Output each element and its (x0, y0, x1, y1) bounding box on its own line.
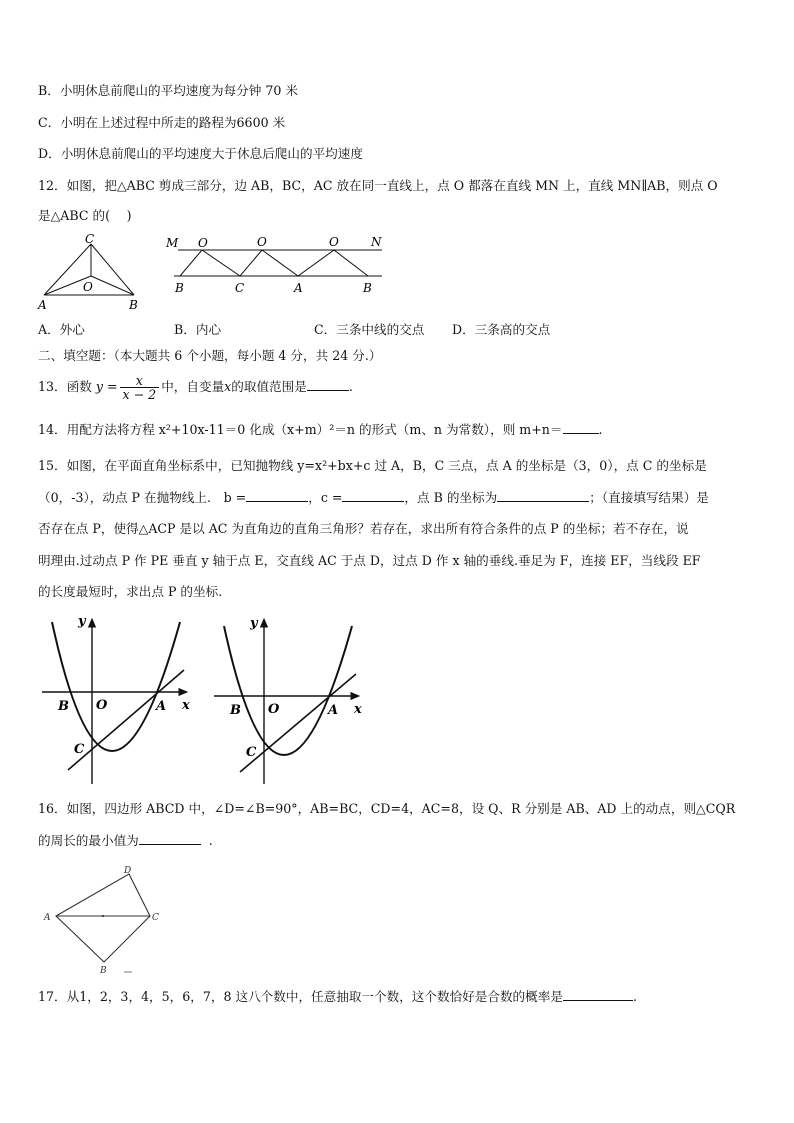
label-x: x (354, 702, 362, 717)
q13-mid: 中，自变量 (161, 379, 225, 394)
q15-point-b-blank[interactable] (497, 489, 589, 502)
q13-fraction (120, 374, 160, 401)
label-o: O (96, 698, 108, 713)
q15-line2 (38, 489, 764, 507)
q14-text: 14．用配方法将方程 x²+10x-11＝0 化成（x+m）²＝n 的形式（m、n 为常数），则 m+n＝ (38, 422, 563, 437)
q14-end: . (598, 422, 603, 437)
q17-end: . (632, 989, 637, 1004)
label-a: A (294, 281, 303, 295)
q11-option-c: C．小明在上述过程中所走的路程为6600 米 (38, 115, 286, 130)
label-b1: B (175, 281, 184, 295)
q15-b-blank[interactable] (246, 489, 308, 502)
q15-c-blank[interactable] (342, 489, 404, 502)
label-c: C (152, 913, 159, 923)
q12-options (38, 321, 764, 339)
label-c: C (235, 281, 245, 295)
q12-stem-line2: 是△ABC 的( ) (38, 208, 132, 223)
label-c: C (74, 742, 85, 757)
q17 (38, 988, 764, 1006)
q13-suffix: 的取值范围是 (231, 379, 307, 394)
q15-line4: 明理由.过动点 P 作 PE 垂直 y 轴于点 E，交直线 AC 于点 D，过点 D 作 x 轴的垂线.垂足为 F，连接 EF，当线段 EF (38, 553, 701, 568)
q15-line2b: ，c = (308, 490, 343, 505)
q13 (38, 372, 764, 402)
q13-answer-blank[interactable] (307, 378, 349, 391)
label-a: A (328, 703, 339, 718)
q12-option-a: A．外心 (38, 322, 85, 337)
q15-line2a: （0，-3），动点 P 在抛物线上. b = (38, 490, 247, 505)
label-m: M (166, 236, 179, 250)
q17-answer-blank[interactable] (563, 988, 633, 1001)
q15-graph-1 (38, 612, 198, 790)
label-c: C (246, 745, 257, 760)
q15-graph-2 (210, 612, 370, 790)
q14 (38, 421, 764, 439)
q13-end: . (348, 379, 353, 394)
label-a: A (156, 699, 167, 714)
label-y: y (250, 616, 258, 631)
q12-option-c: C．三条中线的交点 (314, 322, 425, 337)
label-b2: B (363, 281, 372, 295)
label-b: B (129, 298, 138, 312)
q16-line2b: . (208, 833, 213, 848)
q14-answer-blank[interactable] (563, 421, 599, 434)
label-y: y (78, 614, 86, 629)
label-o: O (83, 280, 93, 294)
q13-var: x (224, 379, 232, 394)
label-a: A (44, 913, 51, 923)
q13-numerator: x (120, 374, 160, 388)
label-o3: O (329, 235, 339, 249)
q15-line2d: ；（直接填写结果）是 (589, 490, 709, 505)
q15-line2c: ，点 B 的坐标为 (404, 490, 498, 505)
q16-line2a: 的周长的最小值为 (38, 833, 139, 848)
q13-y-eq: y = (95, 379, 118, 394)
label-o2: O (257, 235, 267, 249)
label-b: B (100, 966, 107, 976)
q12-triangle-figure (36, 232, 146, 312)
q13-prefix: 13．函数 (38, 379, 92, 394)
q11-option-b: B．小明休息前爬山的平均速度为每分钟 70 米 (38, 83, 298, 98)
label-x: x (182, 698, 190, 713)
label-d: D (124, 866, 132, 876)
label-b: B (58, 699, 69, 714)
q17-text: 17．从1，2，3，4，5，6，7，8 这八个数中，任意抽取一个数，这个数恰好是合数的概率是 (38, 989, 563, 1004)
q15-line1: 15．如图，在平面直角坐标系中，已知抛物线 y=x²+bx+c 过 A，B，C 三点，点 A 的坐标是（3，0），点 C 的坐标是 (38, 458, 707, 473)
q12-stem-line1: 12．如图，把△ABC 剪成三部分，边 AB，BC，AC 放在同一直线上，点 O 都落在直线 MN 上，直线 MN∥AB，则点 O (38, 178, 718, 193)
label-b: B (230, 703, 241, 718)
label-a: A (38, 298, 47, 312)
label-o: O (268, 702, 280, 717)
label-o1: O (198, 236, 208, 250)
section-2-header: 二、填空题：（本大题共 6 个小题，每小题 4 分，共 24 分.） (38, 348, 382, 363)
q15-line5: 的长度最短时，求出点 P 的坐标. (38, 584, 223, 599)
q11-option-d: D．小明休息前爬山的平均速度大于休息后爬山的平均速度 (38, 146, 363, 161)
q16-quadrilateral-figure (38, 860, 168, 978)
q12-zigzag-figure (164, 232, 390, 298)
q16-line2 (38, 832, 764, 850)
q12-option-d: D．三条高的交点 (452, 322, 551, 337)
q16-answer-blank[interactable] (139, 832, 201, 845)
label-n: N (371, 235, 382, 249)
q16-line1: 16．如图，四边形 ABCD 中，∠D=∠B=90°，AB=BC，CD=4，AC=8，设 Q、R 分别是 AB、AD 上的动点，则△CQR (38, 801, 736, 816)
label-c: C (85, 232, 95, 246)
q15-line3: 否存在点 P，使得△ACP 是以 AC 为直角边的直角三角形？若存在，求出所有符合条件的点 P 的坐标；若不存在，说 (38, 521, 689, 536)
q13-denominator: x − 2 (122, 387, 157, 402)
q12-option-b: B．内心 (174, 322, 222, 337)
